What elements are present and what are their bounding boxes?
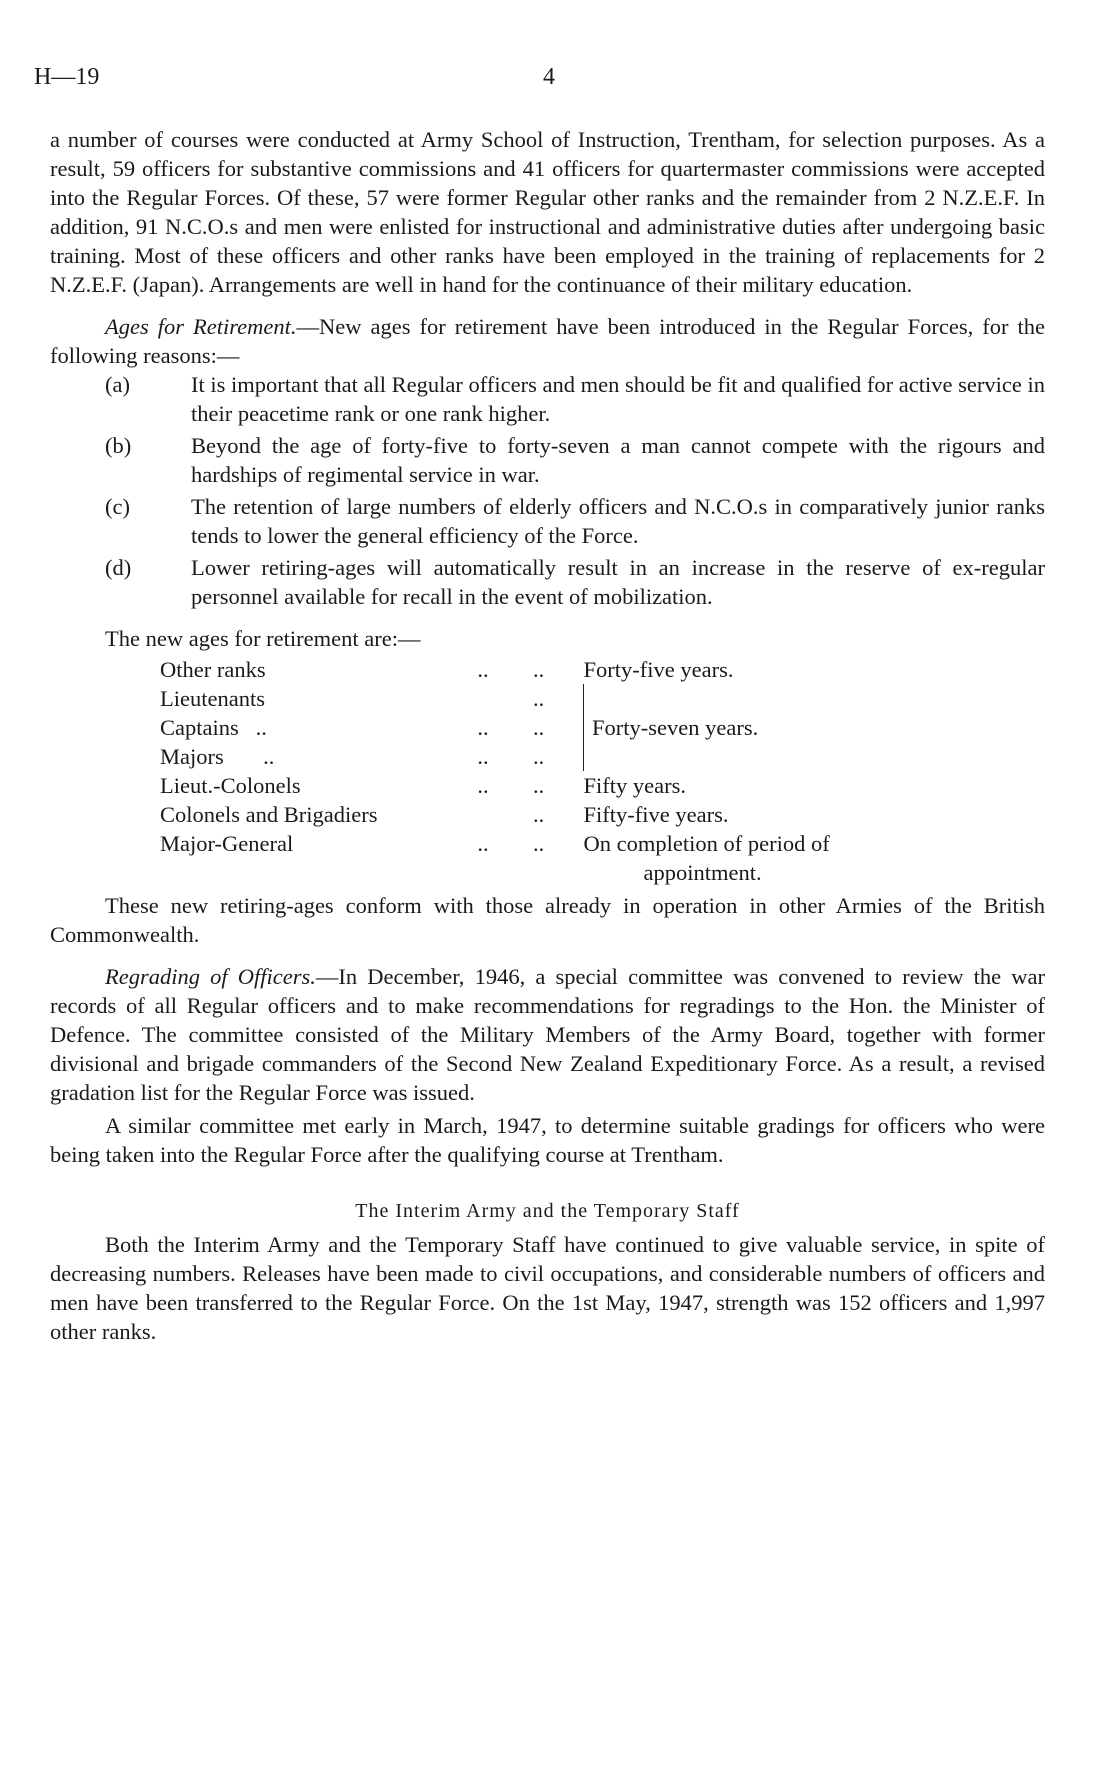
- age-cell: Fifty-five years.: [583, 802, 729, 827]
- leader-dots: ..: [533, 831, 545, 856]
- rank-cell: Major-General: [160, 831, 294, 856]
- table-row: [160, 800, 990, 829]
- courses-paragraph: a number of courses were conducted at Army School of Instruction, Trentham, for selection purposes. As a result, 59 officers for substantive commissions and 41 officers for quartermaster commissions were accepted into the Regular Forces. Of these, 57 were former Regular other ranks and the remainder from 2 N.Z.E.F. In addition, 91 N.C.O.s and men were enlisted for instructional and administrative duties after undergoing basic training. Most of these officers and other ranks have been employed in the training of replacements for 2 N.Z.E.F. (Japan). Arrangements are well in hand for the continuance of their military education.: [50, 127, 1045, 297]
- regrading-text: —In December, 1946, a special committee was convened to review the war records of all Regular officers and to make recommendations for regradings to the Hon. the Minister of Defence. The committee consisted of the Military Members of the Army Board, together with former divisional and brigade commanders of the Second New Zealand Expeditionary Force. As a result, a revised gradation list for the Regular Force was issued.: [50, 964, 1045, 1105]
- age-cell-brace: [584, 684, 991, 771]
- list-label: (b): [105, 433, 132, 458]
- section-heading: The Interim Army and the Temporary Staff: [355, 1200, 740, 1222]
- leader-dots: ..: [477, 773, 489, 798]
- list-item: [50, 431, 1045, 489]
- leader-dots: ..: [263, 744, 275, 769]
- retirement-intro-text: —New ages for retirement have been introduced in the Regular Forces, for the following reasons:—: [50, 314, 1045, 368]
- rank-text: Captains: [160, 715, 239, 740]
- leader-dots: ..: [477, 744, 489, 769]
- leader-dots: ..: [477, 831, 489, 856]
- leader-dots: ..: [533, 686, 545, 711]
- rank-cell: Lieut.-Colonels: [160, 773, 301, 798]
- list-item: [50, 492, 1045, 550]
- conform-paragraph: These new retiring-ages conform with those already in operation in other Armies of the British Commonwealth.: [50, 893, 1045, 947]
- age-text-continued: appointment.: [643, 860, 762, 885]
- list-item-text: Beyond the age of forty-five to forty-seven a man cannot compete with the rigours and hardships of regimental service in war.: [191, 433, 1045, 487]
- list-item-text: Lower retiring-ages will automatically result in an increase in the reserve of ex-regular personnel available for recall in the event of mobilization.: [191, 555, 1045, 609]
- list-item-text: The retention of large numbers of elderly officers and N.C.O.s in comparatively junior ranks tends to lower the general efficiency of the Force.: [191, 494, 1045, 548]
- leader-dots: ..: [477, 657, 489, 682]
- leader-dots: ..: [533, 773, 545, 798]
- leader-dots: ..: [533, 802, 545, 827]
- retirement-ages-table: [160, 655, 990, 887]
- table-row: [160, 684, 990, 713]
- rank-cell: Other ranks: [160, 657, 266, 682]
- age-cell: Forty-seven years.: [592, 715, 759, 740]
- table-row: [160, 829, 990, 887]
- age-cell: Fifty years.: [583, 773, 686, 798]
- age-text: On completion of period of: [583, 831, 830, 856]
- leader-dots: ..: [533, 744, 545, 769]
- table-row: [160, 771, 990, 800]
- regrading-paragraph: [50, 962, 1045, 1107]
- regrading-heading: Regrading of Officers.: [105, 964, 316, 989]
- table-row: [160, 655, 990, 684]
- leader-dots: ..: [255, 715, 267, 740]
- retirement-intro: [50, 312, 1045, 370]
- list-item: [50, 370, 1045, 428]
- similar-committee-paragraph: A similar committee met early in March, 1947, to determine suitable gradings for officers who were being taken into the Regular Force after the qualifying course at Trentham.: [50, 1113, 1045, 1167]
- retirement-heading: Ages for Retirement.: [105, 314, 297, 339]
- leader-dots: ..: [533, 657, 545, 682]
- page-number: 4: [543, 64, 555, 90]
- list-label: (a): [105, 372, 130, 397]
- rank-cell: Lieutenants: [160, 686, 265, 711]
- rank-cell: [160, 713, 433, 742]
- ages-table-intro: The new ages for retirement are:—: [105, 626, 421, 651]
- list-label: (d): [105, 555, 132, 580]
- age-cell: [584, 829, 991, 887]
- rank-text: Majors: [160, 744, 224, 769]
- leader-dots: ..: [533, 715, 545, 740]
- interim-paragraph: Both the Interim Army and the Temporary Staff have continued to give valuable service, in spite of decreasing numbers. Releases have been made to civil occupations, and considerable numbers of officers and men have been transferred to the Regular Force. On the 1st May, 1947, strength was 152 officers and 1,997 other ranks.: [50, 1232, 1045, 1344]
- age-cell: Forty-five years.: [583, 657, 734, 682]
- reasons-list: [50, 370, 1045, 611]
- list-item: [50, 553, 1045, 611]
- rank-cell: Colonels and Brigadiers: [160, 802, 378, 827]
- rank-cell: [160, 742, 433, 771]
- leader-dots: ..: [477, 715, 489, 740]
- document-reference: H—19: [34, 64, 100, 90]
- list-label: (c): [105, 494, 130, 519]
- list-item-text: It is important that all Regular officers and men should be fit and qualified for active service in their peacetime rank or one rank higher.: [191, 372, 1045, 426]
- body-text: [50, 125, 1045, 1346]
